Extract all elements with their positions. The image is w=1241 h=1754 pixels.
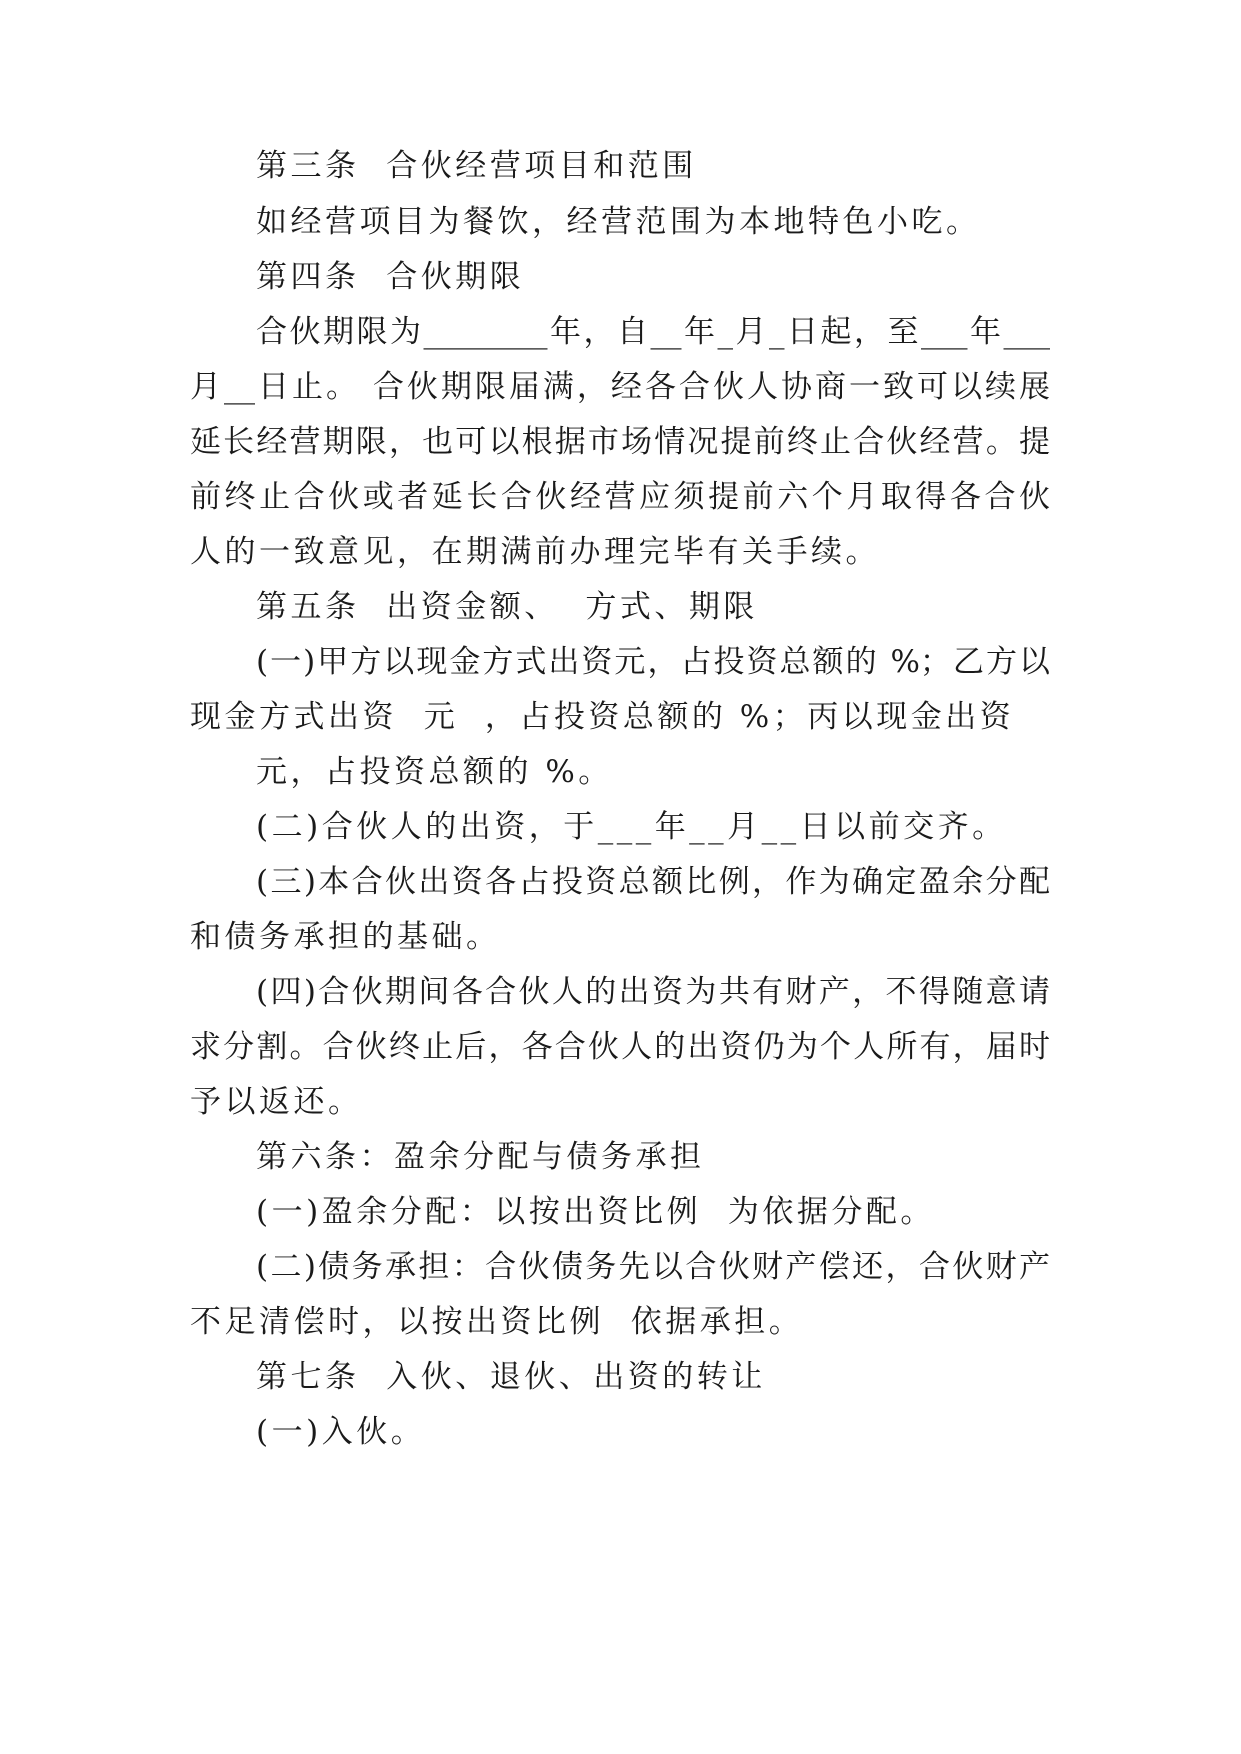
- article-6-clause-2-line: (二)债务承担：合伙债务先以合伙财产偿还，合伙财产: [256, 1249, 1050, 1285]
- article-3-body: 如经营项目为餐饮，经营范围为本地特色小吃。: [256, 204, 981, 240]
- article-5-clause-1-line: 元，占投资总额的 %。: [256, 754, 613, 790]
- article-5-heading: 第五条 出资金额、 方式、期限: [256, 589, 758, 625]
- article-5-clause-3-line: (三)本合伙出资各占投资总额比例，作为确定盈余分配: [256, 864, 1050, 900]
- article-3-heading: 第三条 合伙经营项目和范围: [256, 148, 697, 184]
- article-5-clause-4-line: 求分割。合伙终止后，各合伙人的出资仍为个人所有，届时: [190, 1029, 1050, 1065]
- article-4-paragraph-line: 延长经营期限，也可以根据市场情况提前终止合伙经营。提: [190, 424, 1050, 460]
- article-7-clause-1: (一)入伙。: [256, 1414, 426, 1450]
- article-5-clause-4-line: (四)合伙期间各合伙人的出资为共有财产，不得随意请: [256, 974, 1050, 1010]
- article-4-paragraph-line: 人的一致意见，在期满前办理完毕有关手续。: [190, 534, 880, 570]
- article-6-heading: 第六条：盈余分配与债务承担: [256, 1139, 705, 1175]
- article-4-paragraph-line: 前终止合伙或者延长合伙经营应须提前六个月取得各合伙: [190, 479, 1050, 515]
- article-5-clause-3-line: 和债务承担的基础。: [190, 919, 501, 955]
- article-5-clause-1-line: 现金方式出资 元 ，占投资总额的 %；丙以现金出资: [190, 699, 1015, 735]
- article-4-heading: 第四条 合伙期限: [256, 259, 525, 295]
- article-6-clause-2-line: 不足清偿时，以按出资比例 依据承担。: [190, 1304, 804, 1340]
- article-5-clause-4-line: 予以返还。: [190, 1084, 363, 1120]
- article-5-clause-2: (二)合伙人的出资，于___年__月__日以前交齐。: [256, 809, 1007, 845]
- article-4-paragraph-line: 合伙期限为________年，自__年_月_日起，至___年___: [256, 314, 1050, 350]
- article-7-heading: 第七条 入伙、退伙、出资的转让: [256, 1359, 766, 1395]
- article-6-clause-1: (一)盈余分配：以按出资比例 为依据分配。: [256, 1194, 935, 1230]
- article-5-clause-1-line: (一)甲方以现金方式出资元，占投资总额的 %；乙方以: [256, 644, 1050, 680]
- article-4-paragraph-line: 月__日止。 合伙期限届满，经各合伙人协商一致可以续展: [190, 369, 1050, 405]
